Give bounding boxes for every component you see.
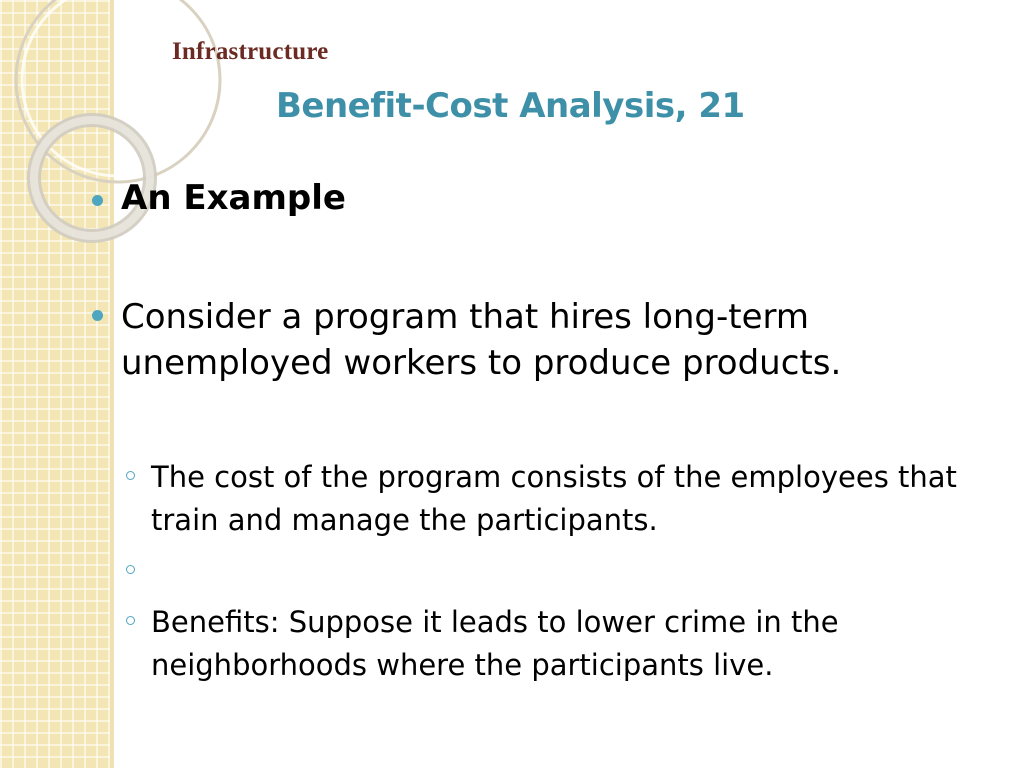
sub-bullet-ring-icon <box>126 616 135 625</box>
slide-title: Benefit-Cost Analysis, 21 <box>276 86 745 126</box>
sub-bullet-ring-icon <box>126 471 135 480</box>
bullet-an-example: An Example <box>121 178 346 218</box>
sub-bullet-ring-icon <box>126 565 135 574</box>
sub-bullet-benefits: Benefits: Suppose it leads to lower crime in the neighborhoods where the participants live. <box>151 605 839 682</box>
bullet-dot-icon <box>92 310 103 321</box>
sub-bullet-cost: The cost of the program consists of the employees that train and manage the participants. <box>151 460 957 537</box>
bullet-dot-icon <box>92 195 103 206</box>
section-title: Infrastructure <box>172 38 329 65</box>
bullet-program-description: Consider a program that hires long-term unemployed workers to produce products. <box>121 297 842 383</box>
